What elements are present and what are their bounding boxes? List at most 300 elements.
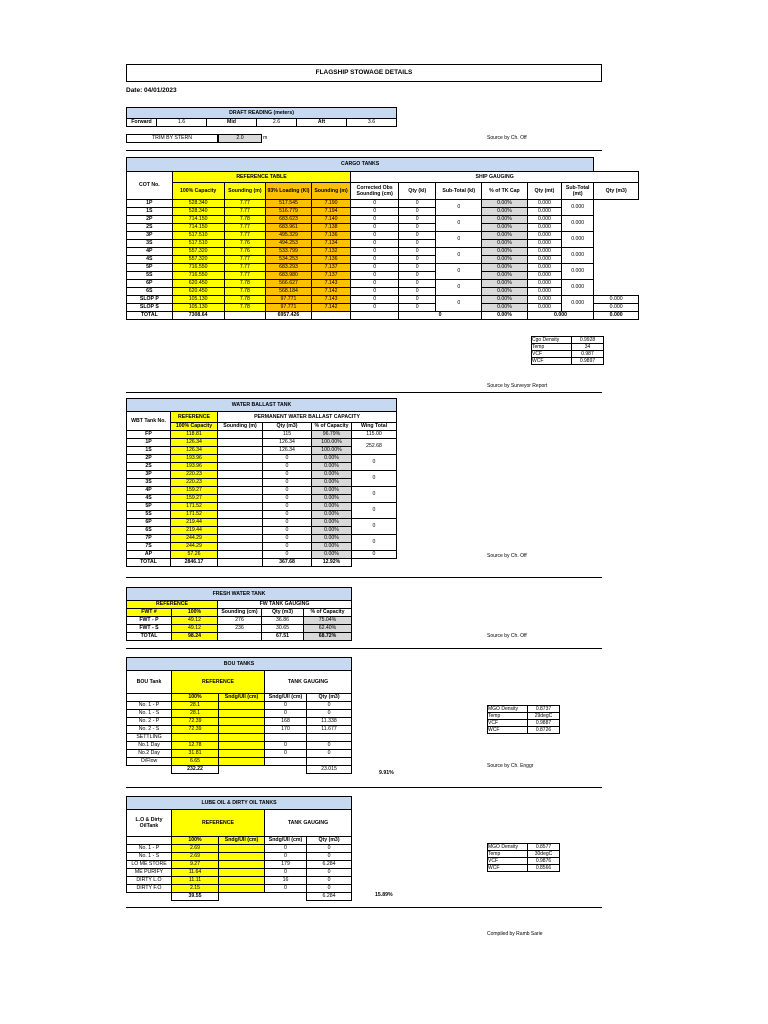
fresh-top-rule (126, 577, 602, 578)
lube-bottom-rule (126, 907, 602, 908)
cargo-col-header: Sounding (m) (224, 183, 266, 200)
qty-kl-cell: 0 (399, 200, 436, 208)
tank-id: 4S (127, 256, 173, 264)
qty-kl-cell: 0 (399, 280, 436, 288)
empty-cell (127, 766, 172, 774)
sndg-cell (219, 710, 265, 718)
total-capacity: 2846.17 (171, 559, 218, 567)
subtotal-mt-cell: 0.000 (562, 216, 594, 232)
density-value: 29degC (528, 713, 560, 720)
pct-cap-cell: 0.00% (482, 216, 528, 224)
empty-cell (594, 288, 639, 296)
sounding-cell: 236 (218, 625, 262, 633)
pct-cap-cell: 0.00% (482, 248, 528, 256)
qty-cell: 0 (263, 463, 312, 471)
empty-cell (594, 208, 639, 216)
sndg-cell (219, 869, 265, 877)
sndg-cell: 179 (265, 861, 307, 869)
density-value: 0.8726 (528, 727, 560, 734)
pct-cap-cell: 0.00% (482, 272, 528, 280)
loading-cell: 683.293 (266, 264, 312, 272)
sndg-cell: 170 (265, 726, 307, 734)
draft-forward-label: Forward (127, 119, 157, 127)
subtotal-kl-cell: 0 (436, 216, 482, 232)
qty-cell: 0 (263, 487, 312, 495)
loading-cell: 516.779 (266, 208, 312, 216)
tank-id: 4P (127, 487, 171, 495)
lube-density-table (487, 843, 560, 872)
tank-id: 4S (127, 495, 171, 503)
table-row (127, 232, 639, 240)
total-m3: 0.000 (594, 312, 639, 320)
empty-cell (127, 893, 172, 901)
tank-id: No. 2 - P (127, 718, 172, 726)
total-row (127, 559, 397, 567)
tank-id: No. 2 - S (127, 726, 172, 734)
corrected-sounding-cell: 0 (351, 280, 399, 288)
qty-mt-cell: 0.000 (527, 240, 561, 248)
density-label: VCF (488, 858, 528, 865)
table-row (127, 869, 352, 877)
pct-cap-cell: 0.00% (482, 240, 528, 248)
capacity-cell: 557.320 (172, 256, 224, 264)
wing-total-cell: 0 (352, 519, 397, 535)
ballast-col-header: Wing Total (352, 423, 397, 431)
qty-mt-cell: 0.000 (527, 280, 561, 288)
ballast-header: WATER BALLAST TANK (127, 399, 397, 412)
sndg-cell (219, 742, 265, 750)
bou-total-pct: 9.91% (379, 770, 394, 776)
table-row (127, 702, 352, 710)
pct-cell: 75.04% (304, 617, 352, 625)
subtotal-kl-cell: 0 (436, 232, 482, 248)
sndg-cell (219, 885, 265, 893)
total-mt: 0.000 (527, 312, 594, 320)
empty-cell (219, 893, 265, 901)
table-row (127, 216, 639, 224)
density-label: Temp (488, 851, 528, 858)
empty-cell (219, 766, 265, 774)
capacity-cell: 49.12 (172, 617, 218, 625)
lube-reference-header: REFERENCE (172, 810, 265, 837)
cargo-col-header: Sub-Total (mt) (562, 183, 594, 200)
qty-cell: 0 (263, 511, 312, 519)
subtotal-mt-cell: 0.000 (562, 264, 594, 280)
cargo-tanks-table (126, 157, 639, 320)
sounding-cell (218, 519, 263, 527)
tank-id: LO ME STORE (127, 861, 172, 869)
fresh-reference-header: REFERENCE (127, 601, 218, 609)
qty-mt-cell: 0.000 (527, 248, 561, 256)
draft-source-note: Source by Ch. Off (487, 135, 527, 141)
capacity-cell: 72.39 (172, 718, 219, 726)
tank-id: DIRTY F.O (127, 885, 172, 893)
pct-cap-cell: 0.00% (482, 208, 528, 216)
total-capacity: 232.22 (172, 766, 219, 774)
ballast-col-header: Qty (m3) (263, 423, 312, 431)
corrected-sounding-cell: 0 (351, 248, 399, 256)
capacity-cell: 28.1 (172, 710, 219, 718)
total-label: TOTAL (127, 312, 173, 320)
pct-cell: 0.00% (312, 495, 352, 503)
ballast-capacity-header: PERMANENT WATER BALLAST CAPACITY (218, 412, 397, 423)
sndg-cell (219, 718, 265, 726)
pct-cell: 100.00% (312, 439, 352, 447)
qty-cell: 11.677 (307, 726, 352, 734)
density-value: 0.9887 (528, 720, 560, 727)
cargo-header: CARGO TANKS (127, 158, 594, 172)
capacity-cell: 126.34 (171, 439, 218, 447)
pct-cell: 0.00% (312, 463, 352, 471)
sounding-cell: 7.77 (224, 224, 266, 232)
capacity-cell: 219.44 (171, 527, 218, 535)
capacity-cell: 12.78 (172, 742, 219, 750)
capacity-cell: 244.29 (171, 543, 218, 551)
sounding-cell (218, 439, 263, 447)
qty-cell: 0 (263, 543, 312, 551)
wbt-tank-no-header: WBT Tank No. (127, 412, 171, 431)
empty-cell (127, 837, 172, 845)
capacity-cell: 6.65 (172, 758, 219, 766)
capacity-cell: 118.81 (171, 431, 218, 439)
capacity-cell: 72.39 (172, 726, 219, 734)
density-value: 0.8577 (528, 844, 560, 851)
draft-aft-value: 3.6 (347, 119, 397, 127)
bou-col-header: Sndg/Ull (cm) (265, 694, 307, 702)
cargo-col-header: Qty (kl) (399, 183, 436, 200)
tank-id: 1S (127, 447, 171, 455)
loading-cell: 534.253 (266, 256, 312, 264)
qty-kl-cell: 0 (399, 304, 436, 312)
sounding-cell (218, 551, 263, 559)
capacity-cell: 716.550 (172, 264, 224, 272)
ballast-col-header: % of Capacity (312, 423, 352, 431)
loading-cell: 683.961 (266, 224, 312, 232)
tank-id: No. 1 - P (127, 845, 172, 853)
pct-cap-cell: 0.00% (482, 200, 528, 208)
cargo-col-header: Qty (m3) (594, 183, 639, 200)
sounding-cell (218, 471, 263, 479)
qty-cell: 0 (307, 845, 352, 853)
loading-cell: 533.799 (266, 248, 312, 256)
empty-cell (127, 694, 172, 702)
tank-id: No.2 Day (127, 750, 172, 758)
ref-sounding-cell: 7.143 (311, 280, 350, 288)
lube-tank-label: L.O & Dirty OilTank (135, 817, 163, 829)
bou-col-header: Qty (m3) (307, 694, 352, 702)
empty-cell (218, 633, 262, 641)
capacity-cell: 2.69 (172, 845, 219, 853)
density-value: 30degC (528, 851, 560, 858)
table-row (127, 519, 397, 527)
tank-id: 3P (127, 232, 173, 240)
density-label: MGO Density (488, 844, 528, 851)
qty-mt-cell: 0.000 (527, 232, 561, 240)
sounding-cell: 7.76 (224, 240, 266, 248)
sounding-cell: 7.77 (224, 272, 266, 280)
capacity-cell: 171.52 (171, 503, 218, 511)
total-qty: 367.68 (263, 559, 312, 567)
capacity-cell: 28.1 (172, 702, 219, 710)
qty-cell: 0 (263, 479, 312, 487)
qty-cell: 0 (307, 702, 352, 710)
pct-cell: 0.00% (312, 487, 352, 495)
report-date: Date: 04/01/2023 (126, 87, 177, 94)
capacity-cell: 171.52 (171, 511, 218, 519)
capacity-cell: 126.34 (171, 447, 218, 455)
bou-top-rule (126, 648, 602, 649)
sounding-cell (218, 543, 263, 551)
density-label: WCF (488, 865, 528, 872)
tank-id: 1P (127, 439, 171, 447)
sounding-cell: 7.78 (224, 288, 266, 296)
qty-m3-cell: 0.000 (594, 296, 639, 304)
empty-cell (594, 248, 639, 256)
qty-cell: 126.34 (263, 447, 312, 455)
qty-kl-cell: 0 (399, 224, 436, 232)
corrected-sounding-cell: 0 (351, 264, 399, 272)
density-label: Temp (532, 344, 572, 351)
sounding-cell: 7.78 (224, 216, 266, 224)
sounding-cell (218, 511, 263, 519)
sndg-cell (219, 877, 265, 885)
qty-mt-cell: 0.000 (527, 288, 561, 296)
sounding-cell (218, 495, 263, 503)
qty-cell: 0 (263, 527, 312, 535)
tank-id: No. 1 - P (127, 702, 172, 710)
sndg-cell (219, 845, 265, 853)
tank-id: 1S (127, 208, 173, 216)
tank-id: FWT - S (127, 625, 172, 633)
sndg-cell: 0 (265, 750, 307, 758)
density-label: Cgo Density (532, 337, 572, 344)
draft-reading-table (126, 107, 397, 127)
draft-mid-value: 2.6 (257, 119, 297, 127)
capacity-cell: 105.130 (172, 296, 224, 304)
total-qty: 0 (399, 312, 482, 320)
qty-cell: 115 (263, 431, 312, 439)
sndg-cell (265, 734, 307, 742)
subtotal-kl-cell: 0 (436, 280, 482, 296)
qty-kl-cell: 0 (399, 232, 436, 240)
ref-sounding-cell: 7.140 (311, 216, 350, 224)
tank-id: 5S (127, 272, 173, 280)
density-value: 0.987 (572, 351, 604, 358)
empty-cell (352, 559, 397, 567)
loading-cell: 568.184 (266, 288, 312, 296)
capacity-cell: 159.27 (171, 487, 218, 495)
cargo-col-header: 93% Loading (Kl) (266, 183, 312, 200)
pct-cap-cell: 0.00% (482, 256, 528, 264)
pct-cell: 96.79% (312, 431, 352, 439)
total-capacity: 7308.64 (172, 312, 224, 320)
pct-cell: 0.00% (312, 519, 352, 527)
ref-sounding-cell: 7.142 (311, 288, 350, 296)
table-row (127, 280, 639, 288)
qty-cell: 0 (263, 535, 312, 543)
corrected-sounding-cell: 0 (351, 200, 399, 208)
table-row (127, 845, 352, 853)
qty-cell: 30.65 (262, 625, 304, 633)
lube-col-header: 100% (172, 837, 219, 845)
tank-id: No. 1 - S (127, 710, 172, 718)
fresh-header: FRESH WATER TANK (127, 588, 352, 601)
tank-id: 7P (127, 535, 171, 543)
loading-cell: 517.545 (266, 200, 312, 208)
qty-mt-cell: 0.000 (527, 256, 561, 264)
total-row (127, 312, 639, 320)
sndg-cell: 0 (265, 702, 307, 710)
total-capacity: 98.24 (172, 633, 218, 641)
qty-cell (307, 758, 352, 766)
density-label: WCF (532, 358, 572, 365)
tank-id: 6S (127, 288, 173, 296)
sounding-cell: 7.78 (224, 304, 266, 312)
empty-cell (218, 559, 263, 567)
capacity-cell: 714.150 (172, 216, 224, 224)
qty-mt-cell: 0.000 (527, 224, 561, 232)
corrected-sounding-cell: 0 (351, 288, 399, 296)
pct-cell: 0.00% (312, 527, 352, 535)
tank-id: 3P (127, 471, 171, 479)
capacity-cell (172, 734, 219, 742)
capacity-cell: 11.64 (172, 869, 219, 877)
density-value: 0.9876 (528, 858, 560, 865)
sounding-cell: 276 (218, 617, 262, 625)
table-row (127, 758, 352, 766)
lube-tank-header (127, 810, 172, 837)
qty-cell: 0 (307, 869, 352, 877)
table-row (127, 742, 352, 750)
qty-kl-cell: 0 (399, 240, 436, 248)
total-qty: 23.015 (307, 766, 352, 774)
qty-mt-cell: 0.000 (527, 200, 561, 208)
empty-cell (265, 893, 307, 901)
corrected-sounding-cell: 0 (351, 216, 399, 224)
draft-mid-label: Mid (207, 119, 257, 127)
empty-cell (594, 216, 639, 224)
loading-cell: 494.253 (266, 240, 312, 248)
sounding-cell (218, 455, 263, 463)
qty-mt-cell: 0.000 (527, 272, 561, 280)
fresh-gauging-header: FW TANK GAUGING (218, 601, 352, 609)
tank-id: No. 1 - S (127, 853, 172, 861)
table-row (127, 734, 352, 742)
ballast-reference-header: REFERENCE (171, 412, 218, 423)
ref-sounding-cell: 7.136 (311, 232, 350, 240)
sounding-cell (218, 431, 263, 439)
ref-sounding-cell: 7.142 (311, 304, 350, 312)
capacity-cell: 517.510 (172, 240, 224, 248)
tank-id: 6S (127, 527, 171, 535)
density-value: 0.9928 (572, 337, 604, 344)
tank-id: 6P (127, 280, 173, 288)
pct-cell: 0.00% (312, 551, 352, 559)
ballast-source-note: Source by Ch. Off (487, 553, 527, 559)
empty-cell (265, 766, 307, 774)
sndg-cell (219, 758, 265, 766)
capacity-cell: 244.29 (171, 535, 218, 543)
subtotal-mt-cell: 0.000 (562, 248, 594, 264)
sndg-cell: 0 (265, 869, 307, 877)
empty-cell (594, 264, 639, 272)
capacity-cell: 528.340 (172, 208, 224, 216)
ballast-col-header: 100% Capacity (171, 423, 218, 431)
empty-cell (351, 312, 399, 320)
ref-sounding-cell: 7.190 (311, 200, 350, 208)
table-row (127, 455, 397, 463)
corrected-sounding-cell: 0 (351, 208, 399, 216)
total-label: TOTAL (127, 633, 172, 641)
ref-sounding-cell: 7.138 (311, 224, 350, 232)
pct-cap-cell: 0.00% (482, 280, 528, 288)
cargo-density-table (531, 336, 604, 365)
qty-cell: 0 (307, 742, 352, 750)
pct-cell: 0.00% (312, 535, 352, 543)
table-row (127, 503, 397, 511)
corrected-sounding-cell: 0 (351, 256, 399, 264)
tank-id: 5P (127, 264, 173, 272)
table-row (127, 726, 352, 734)
qty-cell: 11.338 (307, 718, 352, 726)
tank-id: 6P (127, 519, 171, 527)
tank-id: 5S (127, 511, 171, 519)
total-pct: 0.00% (482, 312, 528, 320)
fresh-source-note: Source by Ch. Off (487, 633, 527, 639)
empty-cell (594, 232, 639, 240)
fresh-col-header: 100% (172, 609, 218, 617)
total-capacity: 39.55 (172, 893, 219, 901)
lube-col-header: Sndg/Ull (cm) (219, 837, 265, 845)
bou-tanks-table (126, 657, 352, 774)
qty-cell: 0 (263, 503, 312, 511)
table-row (127, 200, 639, 208)
tank-id: 3S (127, 479, 171, 487)
capacity-cell: 11.11 (172, 877, 219, 885)
draft-header: DRAFT READING (meters) (127, 108, 397, 119)
qty-kl-cell: 0 (399, 248, 436, 256)
ref-sounding-cell: 7.137 (311, 272, 350, 280)
table-row (127, 439, 397, 447)
corrected-sounding-cell: 0 (351, 296, 399, 304)
ballast-col-header: Sounding (m) (218, 423, 263, 431)
tank-id: 2P (127, 455, 171, 463)
empty-cell (594, 256, 639, 264)
sounding-cell (218, 503, 263, 511)
qty-mt-cell: 0.000 (527, 216, 561, 224)
fresh-col-header: % of Capacity (304, 609, 352, 617)
tank-id: 1P (127, 200, 173, 208)
table-row (127, 431, 397, 439)
loading-cell: 566.627 (266, 280, 312, 288)
document-title: FLAGSHIP STOWAGE DETAILS (315, 69, 413, 76)
table-row (127, 487, 397, 495)
qty-cell: 0 (263, 495, 312, 503)
loading-cell: 495.329 (266, 232, 312, 240)
bou-header: BOU TANKS (127, 658, 352, 671)
table-row (127, 551, 397, 559)
empty-cell (594, 240, 639, 248)
capacity-cell: 49.12 (172, 625, 218, 633)
wing-total-cell: 115.00 (352, 431, 397, 439)
capacity-cell: 2.15 (172, 885, 219, 893)
qty-cell: 0 (307, 710, 352, 718)
qty-cell: 126.34 (263, 439, 312, 447)
pct-cap-cell: 0.00% (482, 304, 528, 312)
sndg-cell (219, 726, 265, 734)
total-qty: 67.51 (262, 633, 304, 641)
bou-col-header: 100% (172, 694, 219, 702)
